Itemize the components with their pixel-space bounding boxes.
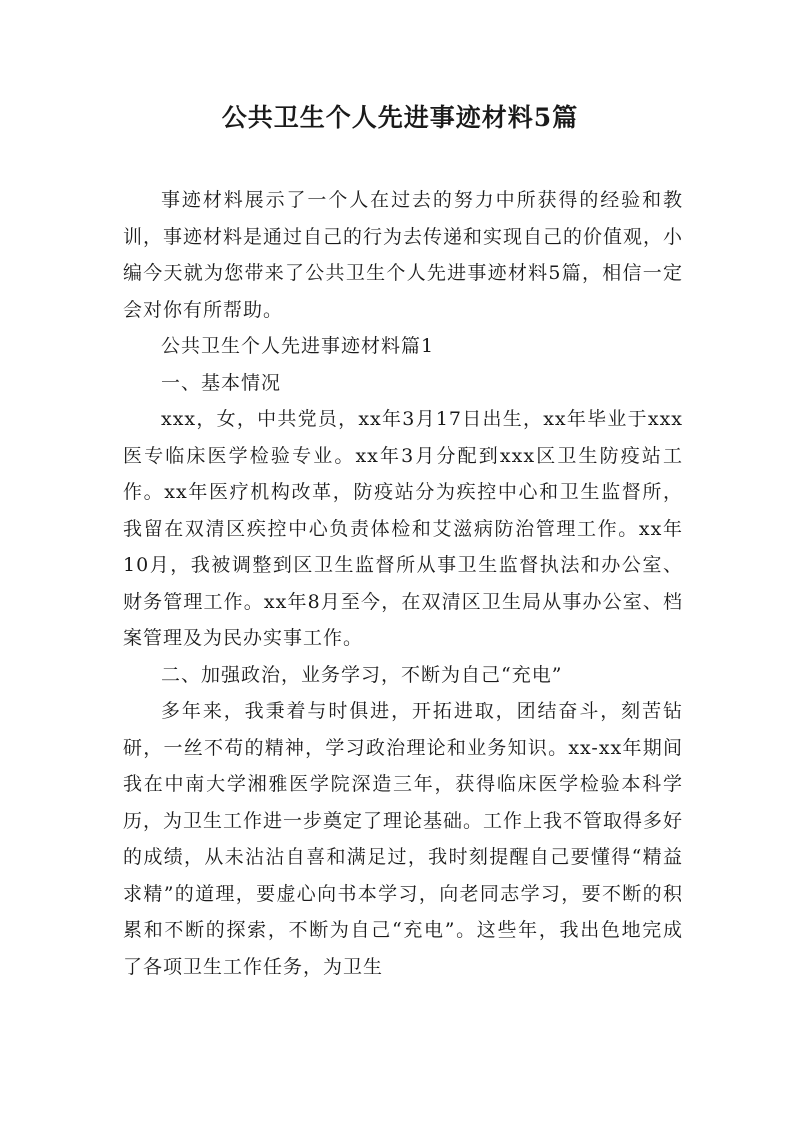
section-heading: 公共卫生个人先进事迹材料篇1 bbox=[161, 335, 435, 357]
basic-info-paragraph: xxx，女，中共党员，xx年3月17日出生，xx年毕业于xxx医专临床医学检验专业。xx年3月分配到xxx区卫生防疫站工作。xx年医疗机构改革，防疫站分为疾控中心和卫生监督所，我留在双清区疾控中心负责体检和艾滋病防治管理工作。xx年10月，我被调整到区卫生监督所从事卫生监督执法和办公室、财务管理工作。xx年8月至今，在双清区卫生局从事办公室、档案管理及为民办实事工作。 bbox=[123, 408, 683, 649]
subheading-basic-info: 一、基本情况 bbox=[161, 371, 282, 394]
document-body bbox=[123, 182, 683, 985]
study-paragraph: 多年来，我秉着与时俱进，开拓进取，团结奋斗，刻苦钻研，一丝不苟的精神，学习政治理论和业务知识。xx-xx年期间我在中南大学湘雅医学院深造三年，获得临床医学检验本科学历，为卫生工作进一步奠定了理论基础。工作上我不管取得多好的成绩，从未沾沾自喜和满足过，我时刻提醒自己要懂得“精益求精”的道理，要虚心向书本学习，向老同志学习，要不断的积累和不断的探索，不断为自己“充电”。这些年，我出色地完成了各项卫生工作任务，为卫生 bbox=[123, 700, 684, 978]
subheading-study: 二、加强政治，业务学习，不断为自己“充电” bbox=[161, 663, 563, 686]
document-title: 公共卫生个人先进事迹材料5篇 bbox=[221, 103, 579, 132]
intro-paragraph: 事迹材料展示了一个人在过去的努力中所获得的经验和教训，事迹材料是通过自己的行为去传递和实现自己的价值观，小编今天就为您带来了公共卫生个人先进事迹材料5篇，相信一定会对你有所帮助。 bbox=[123, 189, 684, 321]
